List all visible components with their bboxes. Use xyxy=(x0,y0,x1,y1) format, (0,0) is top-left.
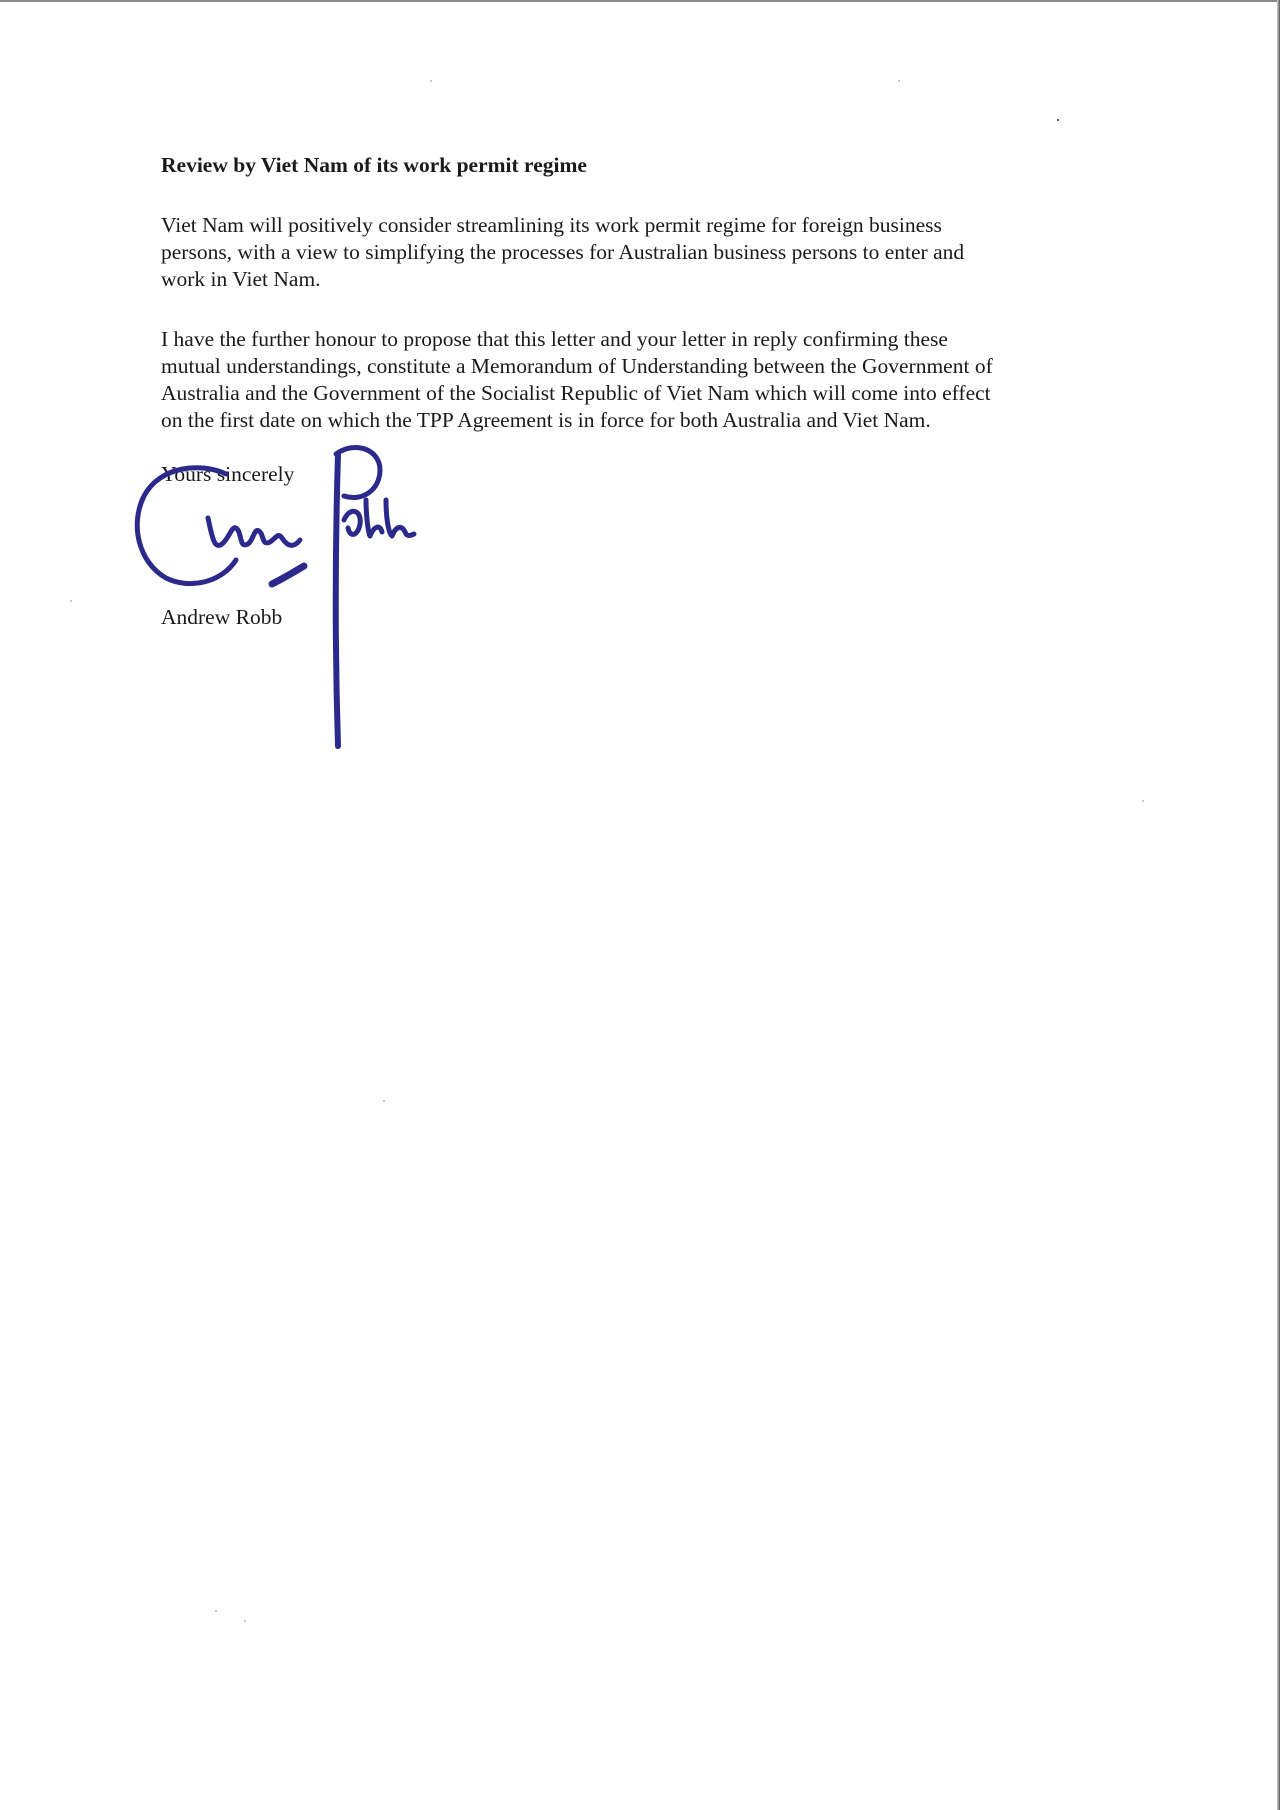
section-heading: Review by Viet Nam of its work permit regime xyxy=(161,153,587,177)
scan-speck xyxy=(898,80,900,82)
scan-speck xyxy=(215,1610,217,1612)
paragraph-memorandum xyxy=(161,326,1121,434)
paragraph-line: mutual understandings, constitute a Memorandum of Understanding between the Government of xyxy=(161,354,993,378)
paragraph-line: Viet Nam will positively consider streamlining its work permit regime for foreign business xyxy=(161,213,942,237)
scan-speck xyxy=(244,1620,246,1622)
paragraph-line: work in Viet Nam. xyxy=(161,267,321,291)
scan-speck xyxy=(70,600,72,602)
paragraph-line: Australia and the Government of the Socialist Republic of Viet Nam which will come into effect xyxy=(161,381,991,405)
scan-edge-top xyxy=(0,0,1280,2)
paragraph-line: on the first date on which the TPP Agreement is in force for both Australia and Viet Nam. xyxy=(161,408,931,432)
paragraph-line: I have the further honour to propose that this letter and your letter in reply confirming these xyxy=(161,327,948,351)
handwritten-signature xyxy=(130,440,450,760)
paragraph-line: persons, with a view to simplifying the processes for Australian business persons to enter and xyxy=(161,240,965,264)
scan-speck xyxy=(383,1100,385,1102)
scan-speck xyxy=(1142,800,1144,802)
signatory-name: Andrew Robb xyxy=(161,605,283,629)
scan-speck xyxy=(430,80,432,82)
paragraph-work-permit xyxy=(161,212,1121,293)
scan-speck xyxy=(1057,119,1059,121)
closing-salutation: Yours sincerely xyxy=(161,462,295,486)
